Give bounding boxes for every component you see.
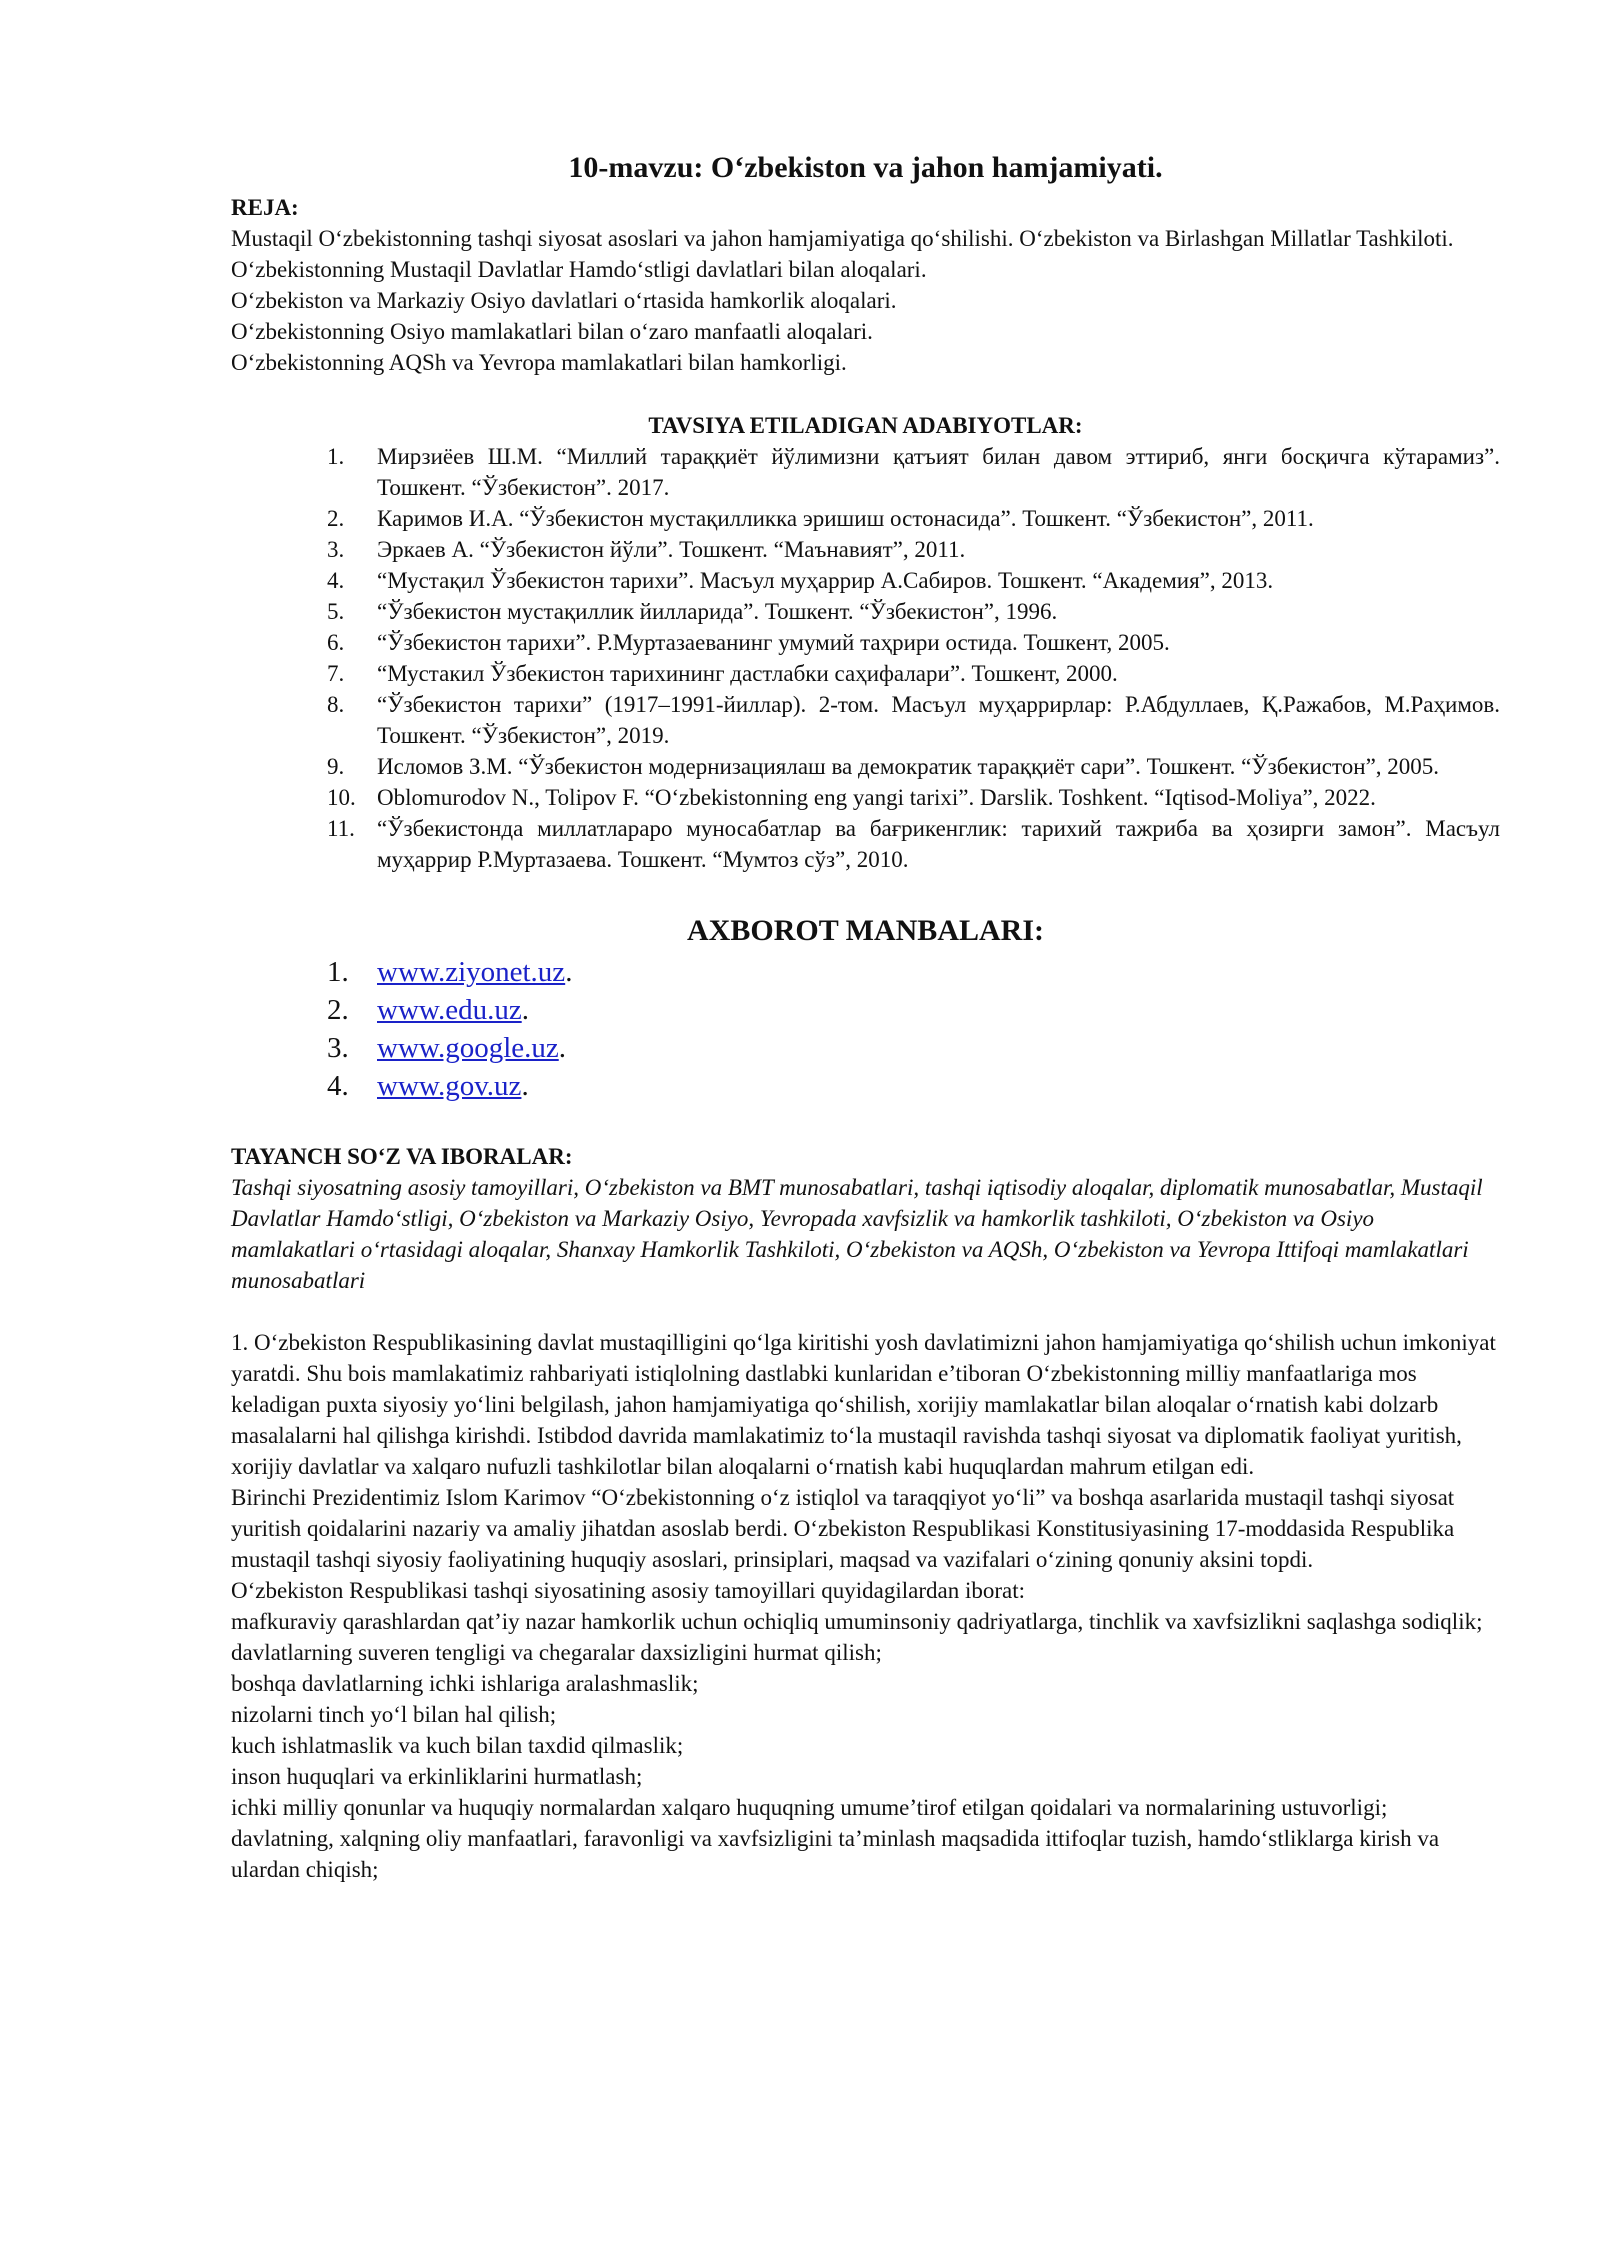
reference-text: Исломов З.М. “Ўзбекистон модернизациялаш ва демократик тараққиёт сари”. Тошкент. “Ўзбекистон”, 2005. [377,754,1440,779]
plan-item: O‘zbekistonning Osiyo mamlakatlari bilan o‘zaro manfaatli aloqalari. [231,319,873,344]
source-number: 2. [327,994,349,1026]
source-link-gov[interactable]: www.gov.uz [377,1070,522,1102]
source-item [231,1029,1500,1067]
plan-item: Mustaqil O‘zbekistonning tashqi siyosat asoslari va jahon hamjamiyatiga qo‘shilishi. O‘zbekiston va Birlashgan Millatlar Tashkiloti. [231,226,1454,251]
reference-item [231,503,1500,534]
reference-item [231,658,1500,689]
reference-number: 6. [327,630,345,655]
source-item [231,953,1500,991]
reference-item [231,689,1500,751]
references-section [231,410,1500,875]
reference-text: “Мустақил Ўзбекистон тарихи”. Масъул муҳаррир А.Сабиров. Тошкент. “Академия”, 2013. [377,568,1274,593]
source-item [231,991,1500,1029]
reference-item [231,813,1500,875]
reference-number: 1. [327,444,345,469]
reference-text: “Ўзбекистонда миллатлараро муносабатлар ва бағрикенглик: тарихий тажриба ва ҳозирги замон”. Масъул муҳаррир Р.Муртазаева. Тошкент. “Мумтоз сўз”, 2010. [377,816,1500,872]
source-suffix: . [558,1032,566,1064]
principle-item: nizolarni tinch yo‘l bilan hal qilish; [231,1702,557,1727]
body-paragraph: Birinchi Prezidentimiz Islom Karimov “O‘zbekistonning o‘z istiqlol va taraqqiyot yo‘li” va boshqa asarlarida mustaqil tashqi siyosat yuritish qoidalarini nazariy va amaliy jihatdan asoslab berdi. O‘zbekiston Respublikasi Konstitusiyasining 17-moddasida Respublika mustaqil tashqi siyosiy faoliyatining huquqiy asoslari, prinsiplari, maqsad va vazifalari o‘zining qonuniy aksini topdi. [231,1485,1455,1572]
references-list [231,441,1500,875]
principle-item: inson huquqlari va erkinliklarini hurmatlash; [231,1764,643,1789]
reference-number: 11. [327,816,355,841]
source-item [231,1067,1500,1105]
sources-section [231,913,1500,1105]
source-suffix: . [565,956,573,988]
principle-item: davlatlarning suveren tengligi va chegaralar daxsizligini hurmat qilish; [231,1640,882,1665]
reference-item [231,751,1500,782]
body-section [231,1327,1500,1885]
source-suffix: . [521,1070,529,1102]
principle-item: davlatning, xalqning oliy manfaatlari, faravonligi va xavfsizligini ta’minlash maqsadida ittifoqlar tuzish, hamdo‘stliklarga kirish va ulardan chiqish; [231,1826,1440,1882]
plan-item: O‘zbekistonning AQSh va Yevropa mamlakatlari bilan hamkorligi. [231,350,847,375]
source-suffix: . [521,994,529,1026]
reference-number: 2. [327,506,345,531]
reference-number: 10. [327,785,356,810]
plan-label: REJA: [231,195,299,220]
source-link-ziyonet[interactable]: www.ziyonet.uz [377,956,566,988]
reference-item [231,565,1500,596]
reference-item [231,534,1500,565]
reference-item [231,596,1500,627]
reference-number: 8. [327,692,345,717]
reference-item [231,627,1500,658]
references-heading: TAVSIYA ETILADIGAN ADABIYOTLAR: [648,413,1083,438]
reference-text: “Ўзбекистон тарихи”. Р.Муртазаеванинг умумий таҳрири остида. Тошкент, 2005. [377,630,1170,655]
reference-number: 9. [327,754,345,779]
source-number: 3. [327,1032,349,1064]
reference-number: 5. [327,599,345,624]
principle-item: boshqa davlatlarning ichki ishlariga aralashmaslik; [231,1671,699,1696]
reference-text: “Ўзбекистон мустақиллик йилларида”. Тошкент. “Ўзбекистон”, 1996. [377,599,1058,624]
document-title: 10-mavzu: O‘zbekiston va jahon hamjamiyati. [568,151,1163,184]
reference-text: “Мустакил Ўзбекистон тарихининг дастлабки саҳифалари”. Тошкент, 2000. [377,661,1118,686]
principle-item: mafkuraviy qarashlardan qat’iy nazar hamkorlik uchun ochiqliq umuminsoniy qadriyatlarga, tinchlik va xavfsizlikni saqlashga sodiqlik; [231,1609,1483,1634]
source-link-edu[interactable]: www.edu.uz [377,994,522,1026]
reference-number: 7. [327,661,345,686]
reference-item [231,441,1500,503]
reference-number: 3. [327,537,345,562]
reference-text: Каримов И.А. “Ўзбекистон мустақилликка эришиш остонасида”. Тошкент. “Ўзбекистон”, 2011. [377,506,1314,531]
principle-item: ichki milliy qonunlar va huquqiy normalardan xalqaro huquqning umume’tirof etilgan qoidalari va normalarining ustuvorligi; [231,1795,1388,1820]
sources-heading: AXBOROT MANBALARI: [687,914,1044,947]
principle-item: kuch ishlatmaslik va kuch bilan taxdid qilmaslik; [231,1733,684,1758]
keywords-text: Tashqi siyosatning asosiy tamoyillari, O‘zbekiston va BMT munosabatlari, tashqi iqtisodiy aloqalar, diplomatik munosabatlar, Mustaqil Davlatlar Hamdo‘stligi, O‘zbekiston va Markaziy Osiyo, Yevropada xavfsizlik va hamkorlik tashkiloti, O‘zbekiston va Osiyo mamlakatlari o‘rtasidagi aloqalar, Shanxay Hamkorlik Tashkiloti, O‘zbekiston va AQSh, O‘zbekiston va Yevropa Ittifoqi mamlakatlari munosabatlari [231,1175,1483,1293]
reference-text: Мирзиёев Ш.М. “Миллий тараққиёт йўлимизни қатъият билан давом эттириб, янги босқичга кўтарамиз”. Тошкент. “Ўзбекистон”. 2017. [377,444,1500,500]
body-paragraph: O‘zbekiston Respublikasi tashqi siyosatining asosiy tamoyillari quyidagilardan iborat: [231,1578,1026,1603]
plan-item: O‘zbekiston va Markaziy Osiyo davlatlari o‘rtasida hamkorlik aloqalari. [231,288,897,313]
plan-section [231,192,1500,378]
reference-item [231,782,1500,813]
source-number: 1. [327,956,349,988]
sources-list [231,953,1500,1105]
source-number: 4. [327,1070,349,1102]
source-link-google[interactable]: www.google.uz [377,1032,559,1064]
reference-text: Oblomurodov N., Tolipov F. “O‘zbekistonning eng yangi tarixi”. Darslik. Toshkent. “Iqtisod-Moliya”, 2022. [377,785,1376,810]
keywords-section [231,1141,1500,1296]
reference-text: “Ўзбекистон тарихи” (1917–1991-йиллар). 2-том. Масъул муҳаррирлар: Р.Абдуллаев, Қ.Ражабов, М.Раҳимов. Тошкент. “Ўзбекистон”, 2019. [377,692,1500,748]
body-paragraph: 1. O‘zbekiston Respublikasining davlat mustaqilligini qo‘lga kiritishi yosh davlatimizni jahon hamjamiyatiga qo‘shilish uchun imkoniyat yaratdi. Shu bois mamlakatimiz rahbariyati istiqlolning dastlabki kunlaridan e’tiboran O‘zbekistonning milliy manfaatlariga mos keladigan puxta siyosiy yo‘lini belgilash, jahon hamjamiyatiga qo‘shilish, xorijiy mamlakatlar bilan aloqalar o‘rnatish kabi dolzarb masalalarni hal qilishga kirishdi. Istibdod davrida mamlakatimiz to‘la mustaqil ravishda tashqi siyosat va diplomatik faoliyat yuritish, xorijiy davlatlar va xalqaro nufuzli tashkilotlar bilan aloqalarni o‘rnatish kabi huquqlardan mahrum etilgan edi. [231,1330,1496,1479]
plan-item: O‘zbekistonning Mustaqil Davlatlar Hamdo‘stligi davlatlari bilan aloqalari. [231,257,927,282]
reference-text: Эркаев А. “Ўзбекистон йўли”. Тошкент. “Маънавият”, 2011. [377,537,966,562]
keywords-heading: TAYANCH SO‘Z VA IBORALAR: [231,1144,573,1169]
reference-number: 4. [327,568,345,593]
